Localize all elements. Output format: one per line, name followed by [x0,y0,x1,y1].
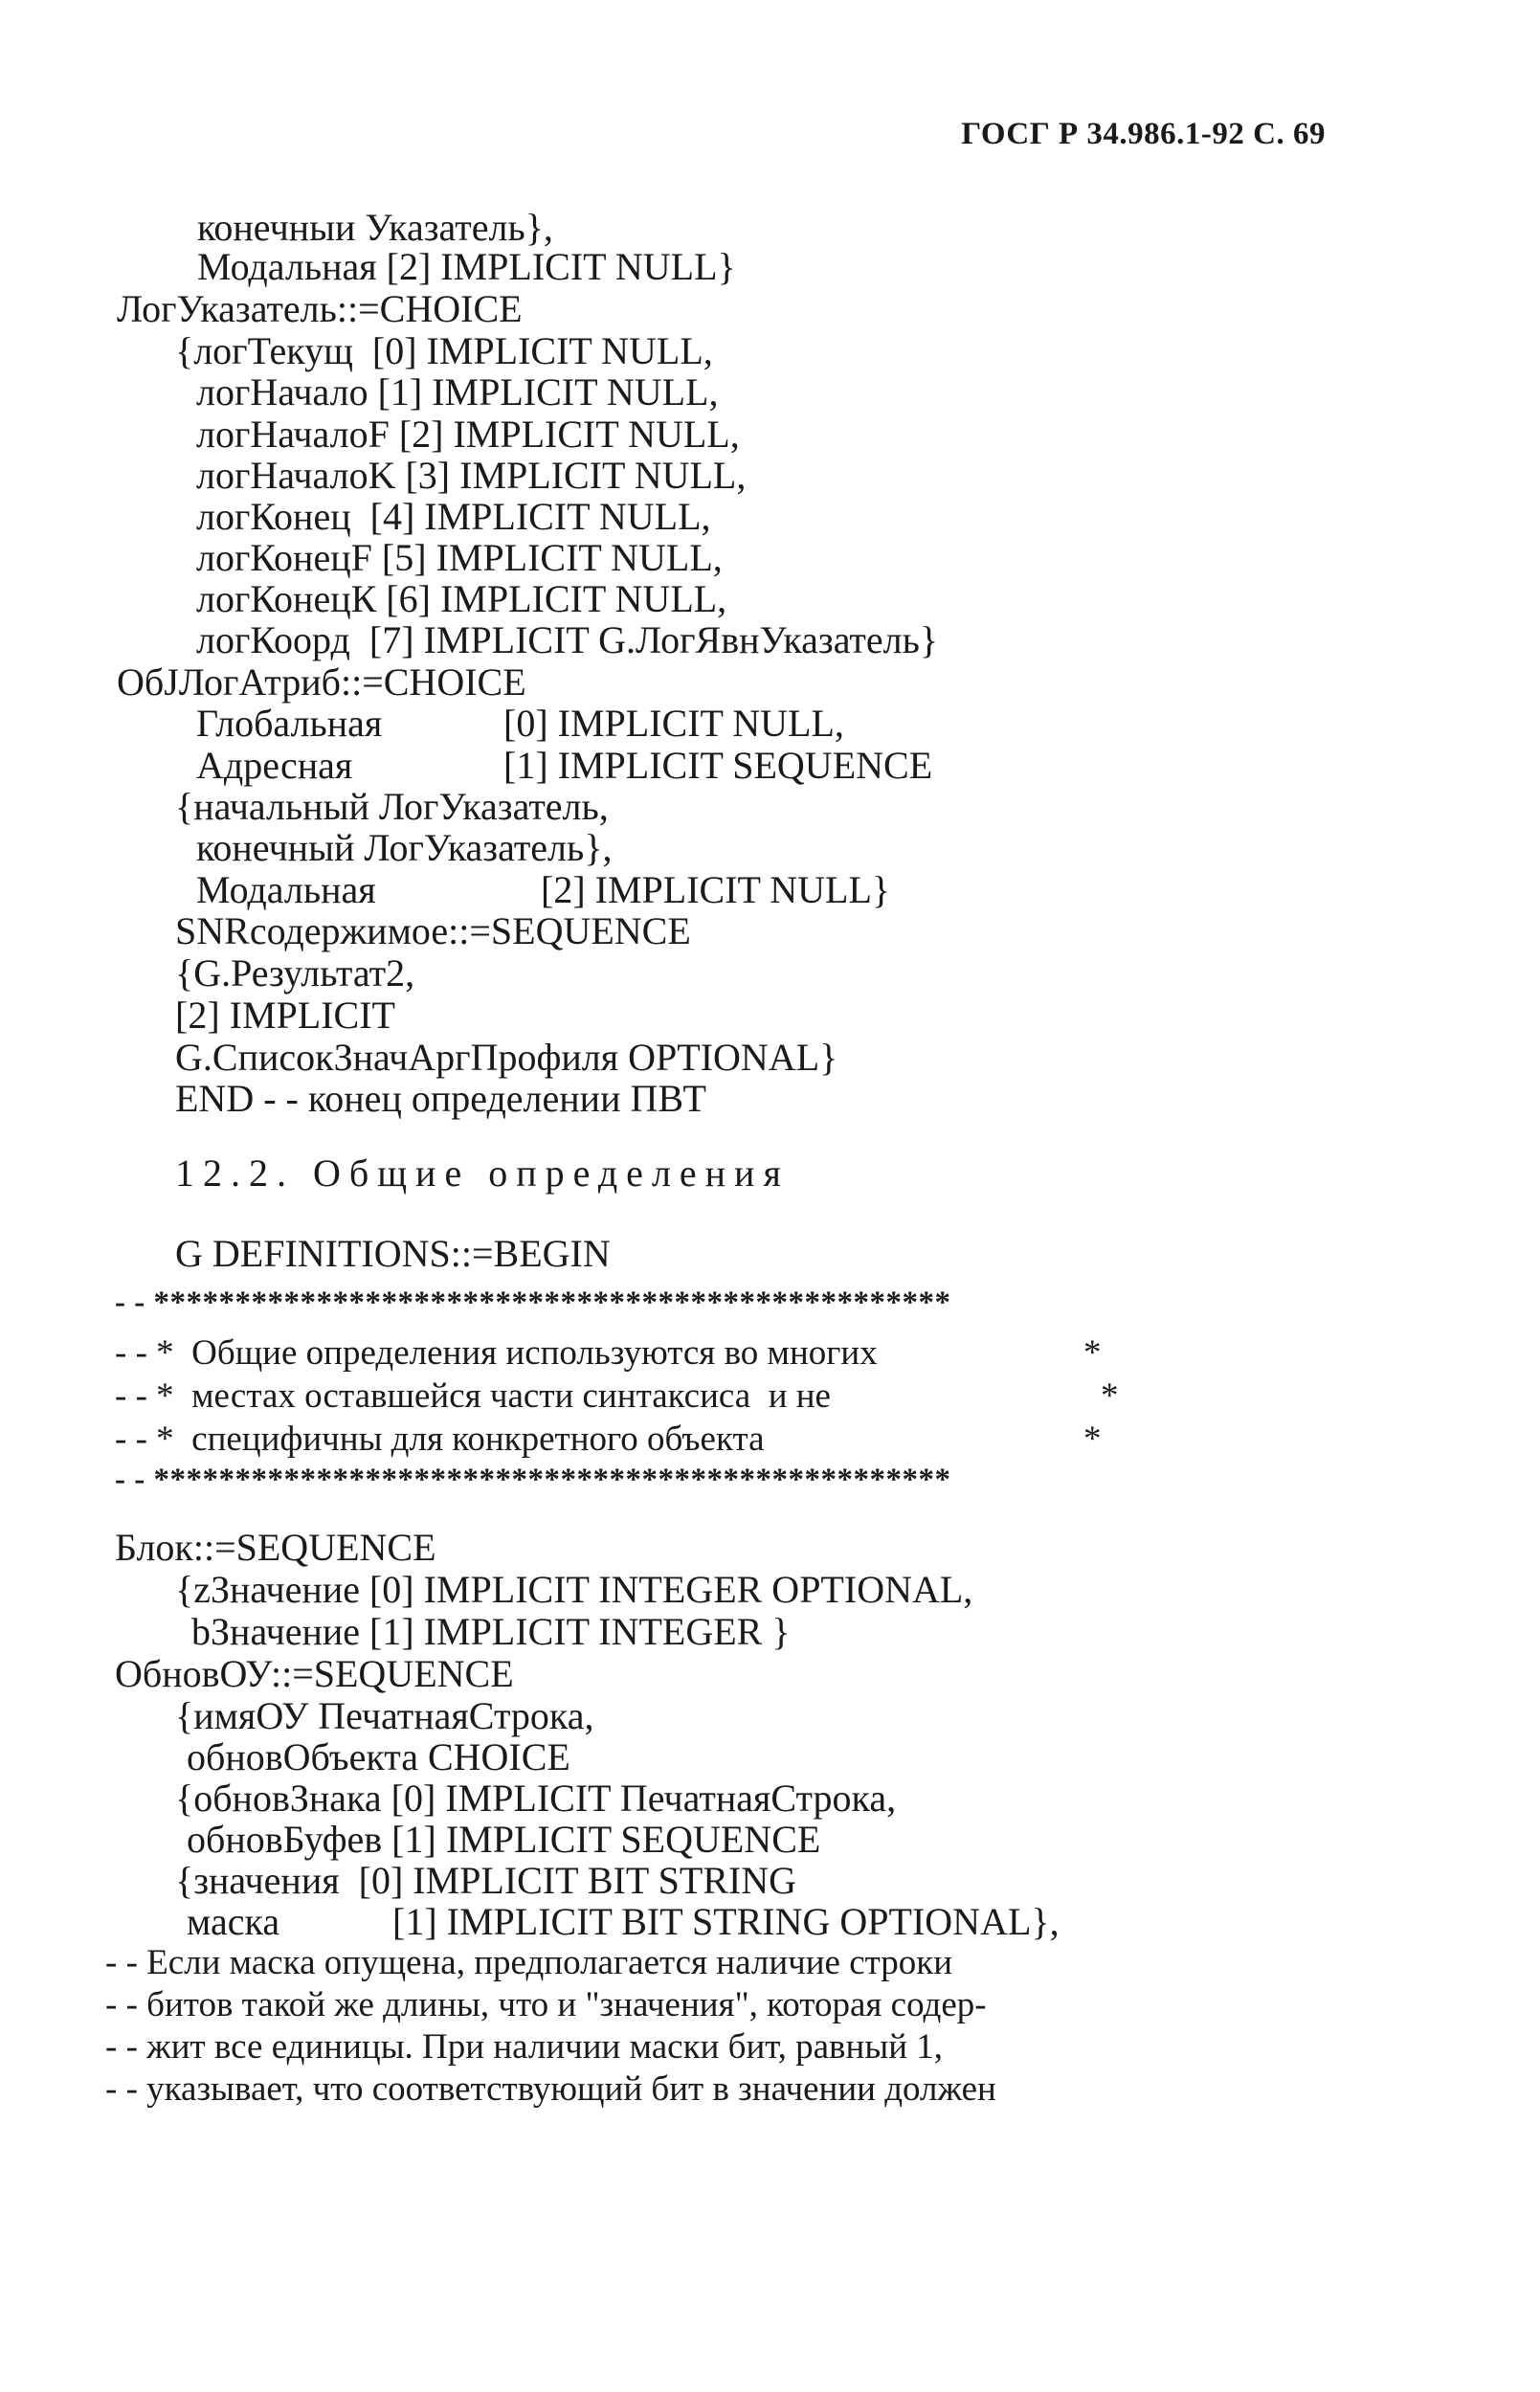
text-line: Модальная [196,868,376,911]
comment-border-bottom: - - ************************************************* [115,1463,951,1497]
text-line: логНачалоF [2] IMPLICIT NULL, [196,413,740,456]
text-line: конечныи Указатель}, [197,206,553,249]
text-line: {G.Результат2, [175,951,415,995]
text-line: ЛогУказатель::=CHOICE [117,287,523,330]
comment-text-line: - - жит все единицы. При наличии маски бит, равный 1, [105,2027,943,2067]
text-line: ОбновОУ::=SEQUENCE [115,1652,514,1695]
text-line: логКонецF [5] IMPLICIT NULL, [196,536,723,579]
comment-star: * [1083,1420,1102,1459]
text-line: {значения [0] IMPLICIT BIT STRING [175,1859,797,1902]
text-line: [1] IMPLICIT SEQUENCE [503,744,933,787]
text-line: Адресная [196,744,353,787]
page-header: ГОСГ Р 34.986.1-92 С. 69 [961,117,1326,151]
text-line: обновБуфев [1] IMPLICIT SEQUENCE [187,1818,821,1861]
text-line: маска [187,1900,280,1943]
text-line: G.СписокЗначАргПрофиля OPTIONAL} [175,1036,838,1079]
comment-line: - - * местах оставшейся части синтаксиса и не [115,1376,831,1416]
text-line: обновОбъекта CHOICE [187,1735,570,1778]
text-line: Модальная [2] IMPLICIT NULL} [197,245,736,288]
text-line: логНачало [1] IMPLICIT NULL, [196,370,719,414]
text-line: логКонец [4] IMPLICIT NULL, [196,495,711,538]
text-line: логКоорд [7] IMPLICIT G.ЛогЯвнУказатель} [196,618,939,661]
text-line: логКонецК [6] IMPLICIT NULL, [196,577,727,620]
text-line: END - - конец определении ПВТ [175,1077,706,1120]
text-line: {начальный ЛогУказатель, [175,785,609,828]
comment-star: * [1101,1376,1119,1416]
definitions-line: G DEFINITIONS::=BEGIN [175,1232,611,1275]
comment-text-line: - - Если маска опущена, предполагается наличие строки [105,1943,953,1982]
comment-line: - - * Общие определения используются во многих [115,1333,878,1373]
text-line: ОбЈЛогАтриб::=CHOICE [117,660,526,704]
comment-star: * [1083,1333,1102,1373]
text-line: {zЗначение [0] IMPLICIT INTEGER OPTIONAL, [175,1568,973,1611]
text-line: SNRсодержимое::=SEQUENCE [175,909,691,952]
text-line: {обновЗнака [0] IMPLICIT ПечатнаяСтрока, [175,1777,897,1820]
text-line: {имяОУ ПечатнаяСтрока, [175,1694,594,1737]
text-line: Глобальная [196,702,383,745]
text-line: Блок::=SEQUENCE [115,1526,436,1569]
text-line: логНачалоK [3] IMPLICIT NULL, [196,454,747,497]
comment-text-line: - - битов такой же длины, что и "значения", которая содер- [105,1985,987,2024]
section-heading: 12.2. Общие определения [175,1151,790,1195]
text-line: конечный ЛогУказатель}, [196,826,613,869]
text-line: [2] IMPLICIT [175,994,395,1037]
text-line: [1] IMPLICIT BIT STRING OPTIONAL}, [392,1900,1060,1943]
text-line: [0] IMPLICIT NULL, [503,702,844,745]
comment-border-top: - - ************************************************* [115,1285,951,1320]
comment-text-line: - - указывает, что соответствующий бит в значении должен [105,2069,996,2109]
text-line: [2] IMPLICIT NULL} [541,868,891,911]
text-line: {логТекущ [0] IMPLICIT NULL, [175,329,713,372]
comment-line: - - * специфичны для конкретного объекта [115,1420,765,1459]
text-line: bЗначение [1] IMPLICIT INTEGER } [191,1610,791,1653]
